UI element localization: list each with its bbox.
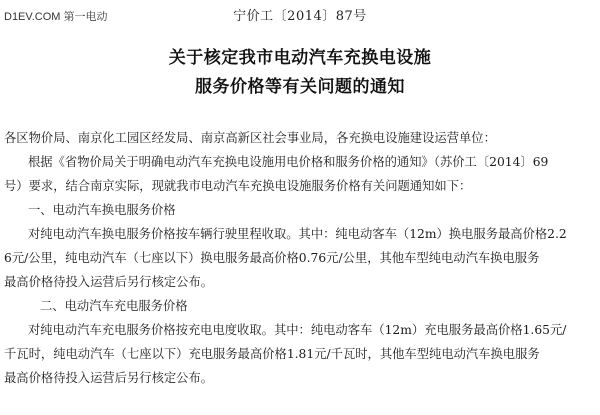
section-1-heading: 一、电动汽车换电服务价格 xyxy=(28,203,176,217)
addressee-line: 各区物价局、南京化工园区经发局、南京高新区社会事业局，各充换电设施建设运营单位： xyxy=(4,131,496,145)
section-1-line-1: 对纯电动汽车换电服务价格按车辆行驶里程收取。其中：纯电动客车（12m）换电服务最高价格2.2 xyxy=(28,227,567,241)
title-line-2: 服务价格等有关问题的通知 xyxy=(195,77,405,97)
paragraph-1-line-2: 号）要求，结合南京实际，现就我市电动汽车充换电设施服务价格有关问题通知如下： xyxy=(4,179,472,193)
section-2-line-2: 千瓦时，纯电动汽车（七座以下）充电服务最高价格1.81元/千瓦时，其他车型纯电动汽车换电服务 xyxy=(4,347,540,361)
title-line-1: 关于核定我市电动汽车充换电设施 xyxy=(168,48,432,68)
watermark-logo-text: D1EV.COM 第一电动 xyxy=(4,11,108,23)
document-number: 宁价工〔2014〕87号 xyxy=(233,9,367,24)
document-body xyxy=(0,126,600,390)
section-1-line-2: 6元/公里，纯电动汽车（七座以下）换电服务最高价格0.76元/公里，其他车型纯电动汽车换电服务 xyxy=(4,251,540,265)
paragraph-1-line-1: 根据《省物价局关于明确电动汽车充换电设施用电价格和服务价格的通知》（苏价工〔2014〕69 xyxy=(28,155,549,169)
section-1-line-3: 最高价格待投入运营后另行核定公布。 xyxy=(4,275,214,289)
section-2-line-1: 对纯电动汽车充电服务价格按充电电度收取。其中：纯电动客车（12m）充电服务最高价格1.65元/ xyxy=(28,323,567,337)
document-title xyxy=(0,44,600,102)
section-2-heading: 二、电动汽车充电服务价格 xyxy=(40,299,188,313)
section-2-line-3: 最高价格待投入运营后另行核定公布。 xyxy=(4,371,214,385)
